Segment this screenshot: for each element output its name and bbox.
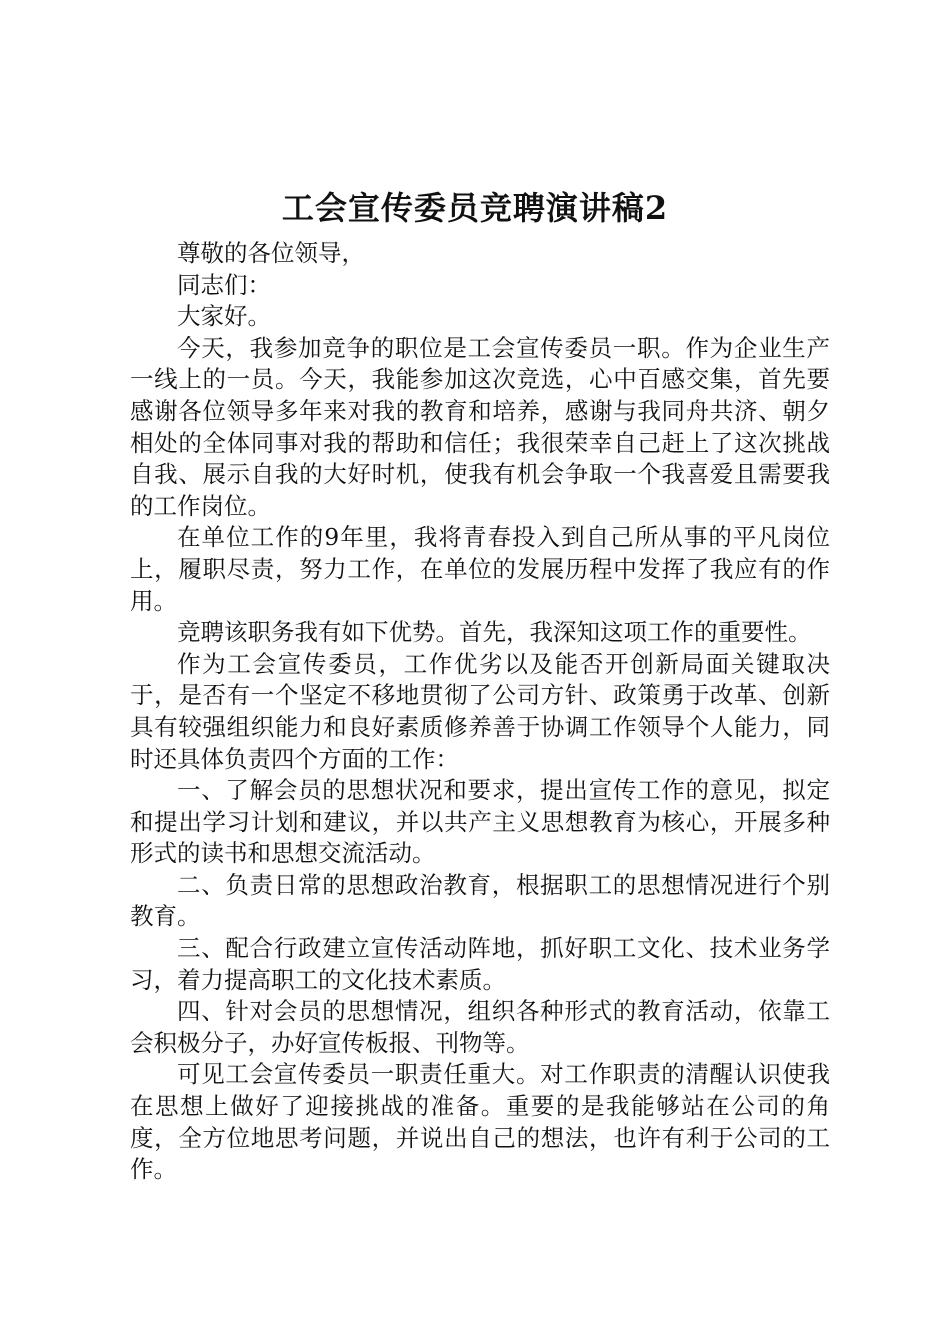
paragraph-salutation-leaders: 尊敬的各位领导， xyxy=(177,239,365,267)
paragraph-work-history: 在单位工作的9年里，我将青春投入到自己所从事的平凡岗位上，履职尽责，努力工作，在单位的发展历程中发挥了我应有的作用。 xyxy=(130,523,830,615)
paragraph-duty-four: 四、针对会员的思想情况，组织各种形式的教育活动，依靠工会积极分子，办好宣传板报、刊物等。 xyxy=(130,997,830,1057)
paragraph-salutation-comrades: 同志们： xyxy=(177,270,271,299)
paragraph-duty-three: 三、配合行政建立宣传活动阵地，抓好职工文化、技术业务学习，着力提高职工的文化技术素质。 xyxy=(130,934,830,994)
paragraph-role-duties: 作为工会宣传委员，工作优劣以及能否开创新局面关键取决于，是否有一个坚定不移地贯彻了公司方针、政策勇于改革、创新具有较强组织能力和良好素质修养善于协调工作领导个人能力，同时还具体负责四个方面的工作： xyxy=(130,649,830,773)
paragraph-conclusion: 可见工会宣传委员一职责任重大。对工作职责的清醒认识使我在思想上做好了迎接挑战的准备。重要的是我能够站在公司的角度，全方位地思考问题，并说出自己的想法，也许有利于公司的工作。 xyxy=(130,1060,830,1184)
paragraph-greeting: 大家好。 xyxy=(177,302,271,331)
paragraph-duty-one: 一、了解会员的思想状况和要求，提出宣传工作的意见，拟定和提出学习计划和建议，并以共产主义思想教育为核心，开展多种形式的读书和思想交流活动。 xyxy=(130,776,830,868)
document-title: 工会宣传委员竞聘演讲稿2 xyxy=(281,189,669,227)
paragraph-duty-two: 二、负责日常的思想政治教育，根据职工的思想情况进行个别教育。 xyxy=(130,870,830,931)
paragraph-introduction: 今天，我参加竞争的职位是工会宣传委员一职。作为企业生产一线上的一员。今天，我能参加这次竞选，心中百感交集，首先要感谢各位领导多年来对我的教育和培养，感谢与我同舟共济、朝夕相处的全体同事对我的帮助和信任；我很荣幸自己赶上了这次挑战自我、展示自我的大好时机，使我有机会争取一个我喜爱且需要我的工作岗位。 xyxy=(130,333,830,520)
paragraph-advantages: 竞聘该职务我有如下优势。首先，我深知这项工作的重要性。 xyxy=(177,618,812,647)
document-body xyxy=(130,238,830,1186)
